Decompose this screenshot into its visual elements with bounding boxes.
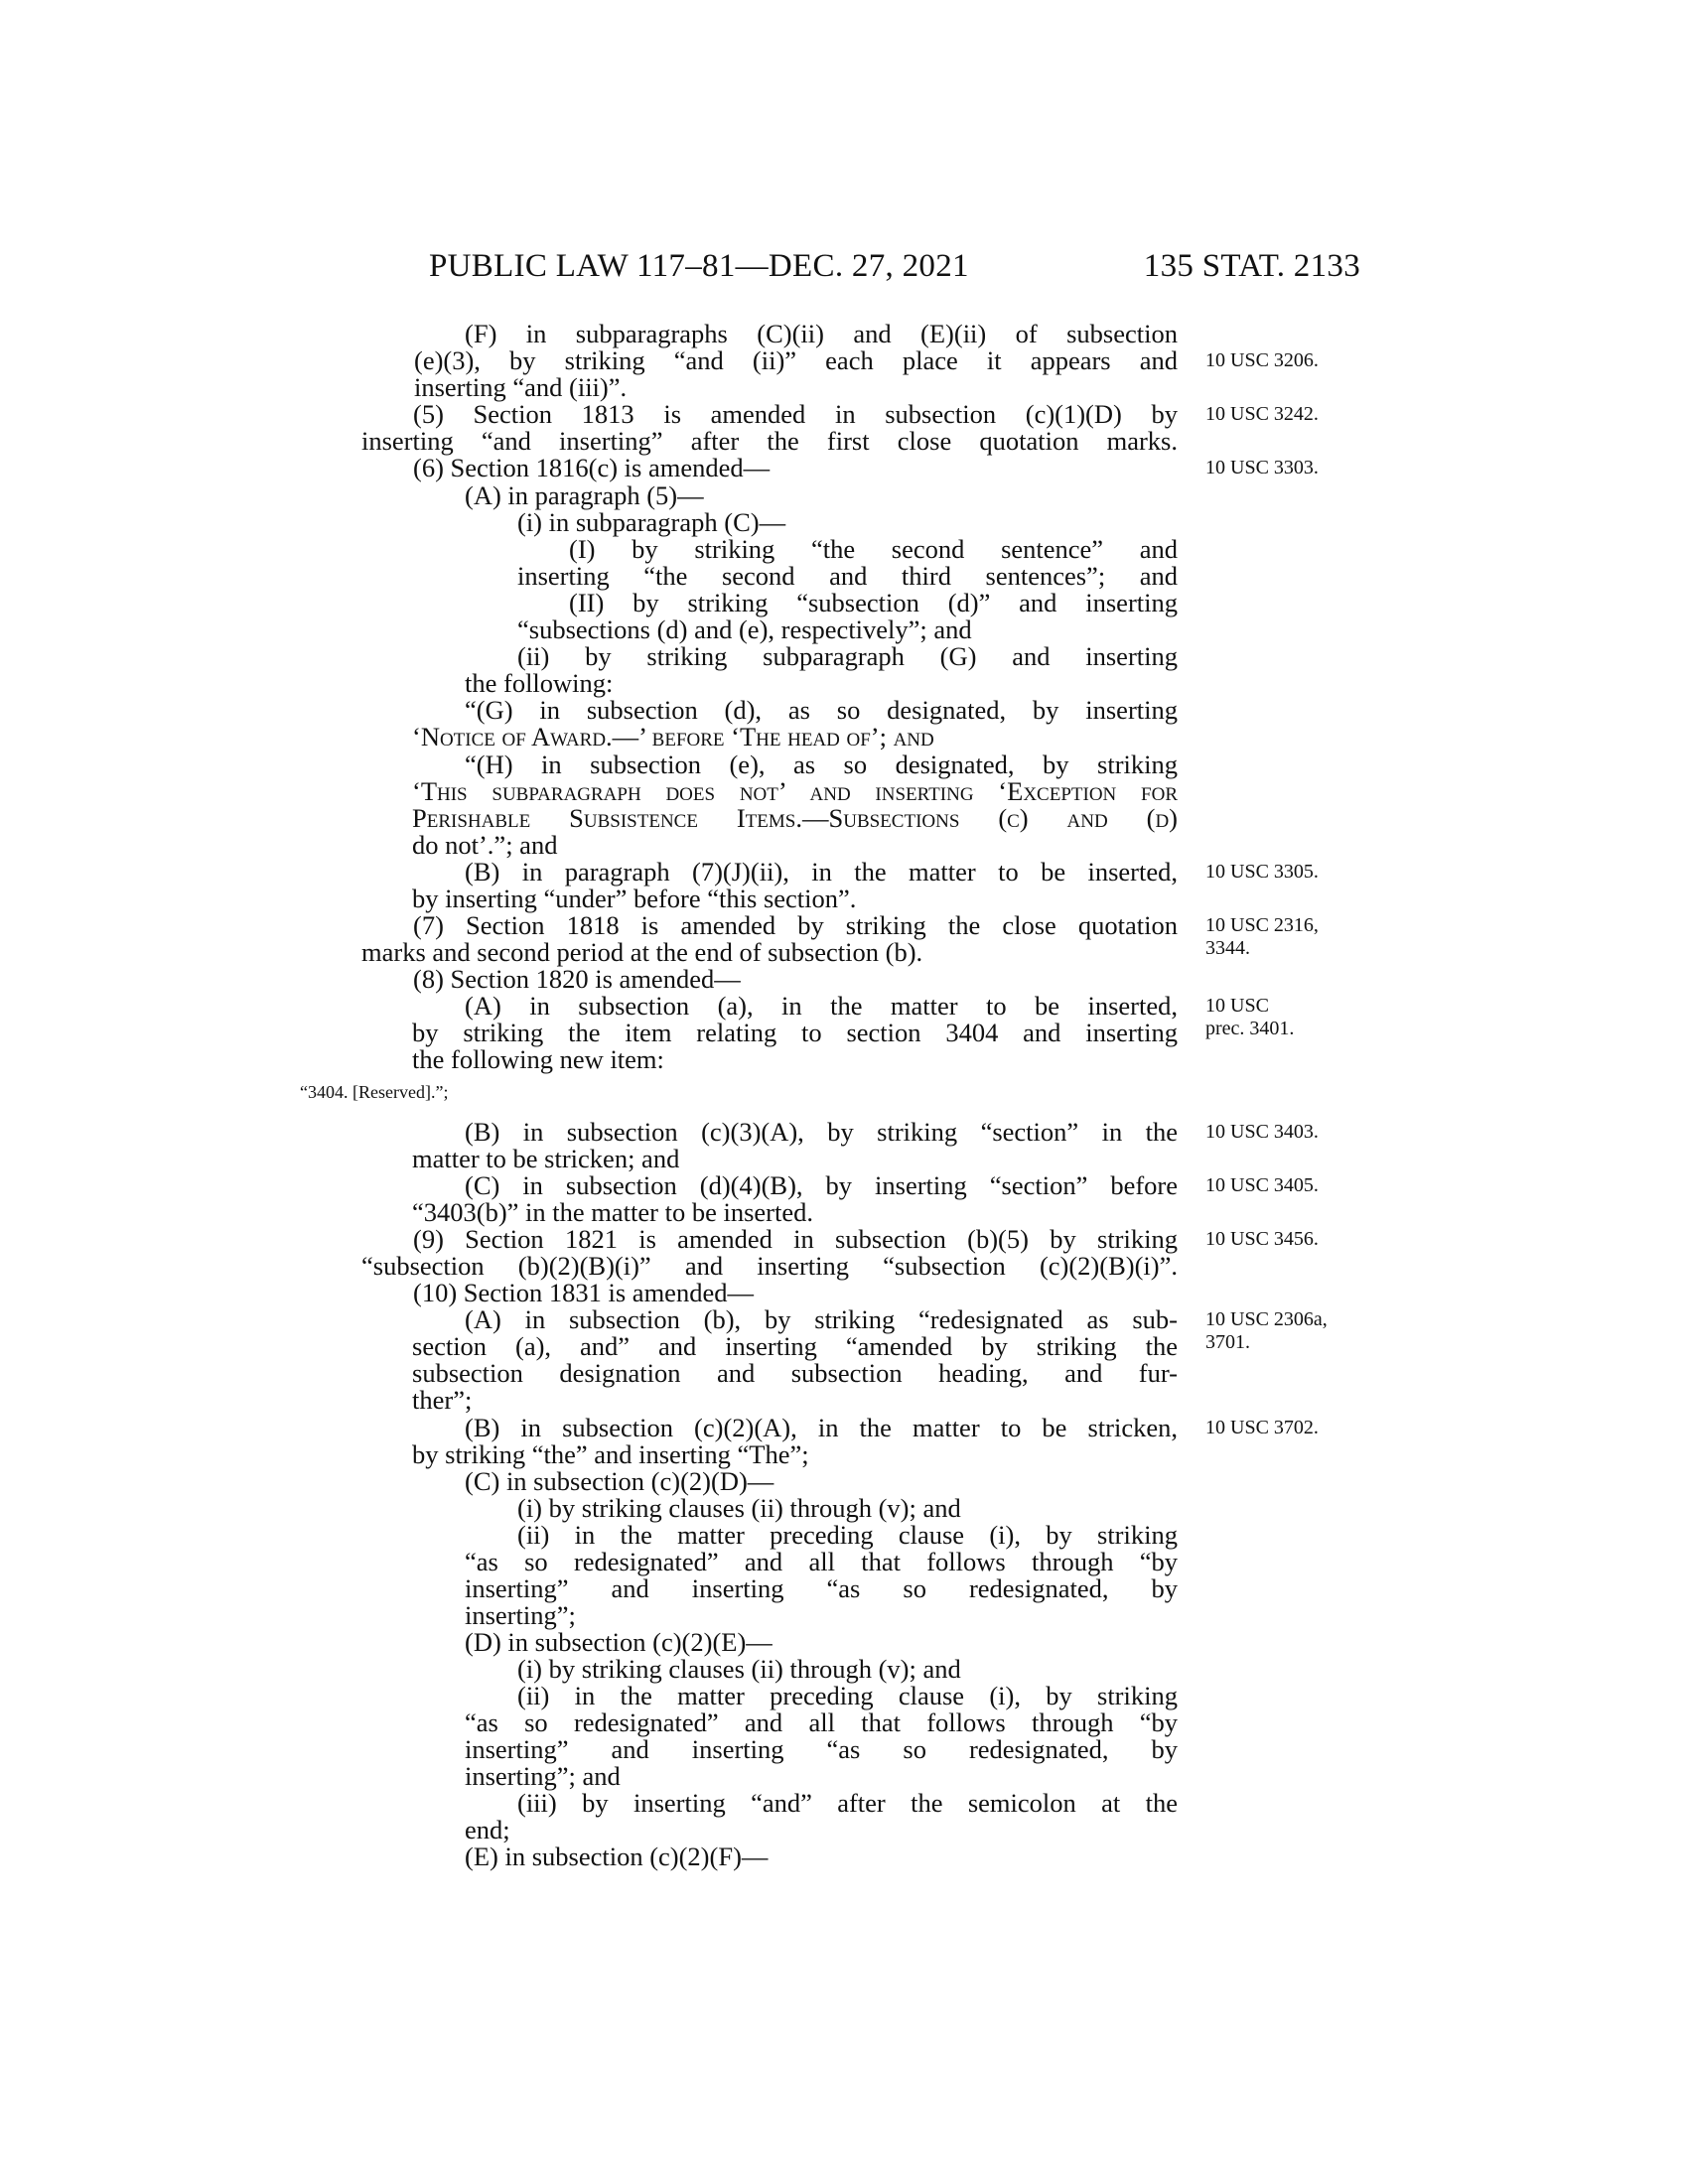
text-line: by inserting “under” before “this section”. [412,884,857,913]
text-line: do not’.”; and [412,830,558,860]
usc-citation-note: 10 USC 3303. [1205,457,1319,478]
text-line: by striking “the” and inserting “The”; [412,1439,809,1469]
text-line: “3403(b)” in the matter to be inserted. [412,1197,813,1227]
text-line: marks and second period at the end of subsection (b). [361,937,923,967]
text-line: (C) in subsection (c)(2)(D)— [465,1466,774,1496]
text-line: “as so redesignated” and all that follows through “by [465,1707,1178,1737]
text-line: (I) by striking “the second sentence” and [569,534,1178,564]
usc-citation-note: prec. 3401. [1205,1018,1295,1039]
usc-citation-note: 10 USC 3702. [1205,1417,1319,1438]
text-line: (II) by striking “subsection (d)” and inserting [569,588,1178,617]
text-line: (iii) by inserting “and” after the semicolon at the [517,1788,1178,1818]
text-line: (6) Section 1816(c) is amended— [413,453,771,482]
text-line: “as so redesignated” and all that follows through “by [465,1547,1178,1576]
usc-citation-note: 10 USC [1205,995,1269,1017]
text-line: (i) in subparagraph (C)— [517,507,786,537]
text-line: the following new item: [412,1044,664,1074]
text-line: (ii) in the matter preceding clause (i), by striking [517,1520,1178,1550]
inserted-item: “3404. [Reserved].”; [300,1082,449,1102]
text-line: (5) Section 1813 is amended in subsection (c)(1)(D) by [413,399,1178,429]
usc-citation-note: 10 USC 3305. [1205,861,1319,883]
text-line: inserting “and (iii)”. [414,372,628,402]
text-line: ‘Notice of Award.—’ before ‘The head of’; and [412,722,934,751]
text-line: (A) in paragraph (5)— [465,480,704,510]
text-line: “(G) in subsection (d), as so designated, by inserting [465,695,1178,725]
text-line: “(H) in subsection (e), as so designated, by striking [465,750,1178,779]
text-line: inserting” and inserting “as so redesignated, by [465,1573,1178,1603]
text-line: (E) in subsection (c)(2)(F)— [465,1842,769,1871]
text-line: inserting “and inserting” after the first close quotation marks. [361,426,1178,456]
text-line: end; [465,1815,510,1844]
usc-citation-note: 10 USC 3405. [1205,1174,1319,1196]
running-header-title: PUBLIC LAW 117–81—DEC. 27, 2021 [429,248,969,284]
text-line: ther”; [412,1385,473,1415]
text-line: subsection designation and subsection heading, and fur- [412,1358,1178,1388]
text-line: (8) Section 1820 is amended— [413,964,741,994]
text-line: ‘This subparagraph does not’ and inserting ‘Exception for [412,776,1178,806]
text-line: (7) Section 1818 is amended by striking the close quotation [413,910,1178,940]
text-line: (A) in subsection (b), by striking “redesignated as sub- [465,1304,1178,1334]
text-line: (B) in subsection (c)(3)(A), by striking “section” in the [465,1117,1178,1147]
text-line: Perishable Subsistence Items.—Subsections (c) and (d) [412,803,1178,833]
usc-citation-note: 10 USC 3456. [1205,1228,1319,1250]
text-line: by striking the item relating to section 3404 and inserting [412,1018,1178,1047]
page-citation: 135 STAT. 2133 [1143,248,1360,284]
text-line: inserting “the second and third sentences”; and [517,561,1178,591]
text-line: (i) by striking clauses (ii) through (v); and [517,1654,961,1684]
text-line: (e)(3), by striking “and (ii)” each place it appears and [414,345,1178,375]
text-line: (F) in subparagraphs (C)(ii) and (E)(ii) of subsection [465,319,1178,348]
usc-citation-note: 10 USC 3206. [1205,349,1319,371]
text-line: “subsection (b)(2)(B)(i)” and inserting “subsection (c)(2)(B)(i)”. [361,1251,1178,1281]
text-line: (B) in paragraph (7)(J)(ii), in the matter to be inserted, [465,857,1178,887]
usc-citation-note: 10 USC 3242. [1205,403,1319,425]
usc-citation-note: 10 USC 2306a, [1205,1308,1328,1330]
text-line: (ii) by striking subparagraph (G) and inserting [517,641,1178,671]
text-line: the following: [465,668,614,698]
text-line: “subsections (d) and (e), respectively”; and [517,614,972,644]
text-line: (A) in subsection (a), in the matter to be inserted, [465,991,1178,1021]
text-line: (ii) in the matter preceding clause (i), by striking [517,1681,1178,1710]
text-line: (B) in subsection (c)(2)(A), in the matter to be stricken, [465,1413,1178,1442]
usc-citation-note: 10 USC 2316, [1205,914,1319,936]
text-line: matter to be stricken; and [412,1144,680,1173]
text-line: (i) by striking clauses (ii) through (v); and [517,1493,961,1523]
text-line: (10) Section 1831 is amended— [413,1278,754,1307]
usc-citation-note: 10 USC 3403. [1205,1121,1319,1143]
text-line: inserting” and inserting “as so redesignated, by [465,1734,1178,1764]
text-line: (C) in subsection (d)(4)(B), by inserting “section” before [465,1170,1178,1200]
text-line: inserting”; [465,1600,576,1630]
text-line: (9) Section 1821 is amended in subsection (b)(5) by striking [413,1224,1178,1254]
text-line: inserting”; and [465,1761,621,1791]
text-line: section (a), and” and inserting “amended by striking the [412,1331,1178,1361]
text-line: (D) in subsection (c)(2)(E)— [465,1627,773,1657]
usc-citation-note: 3344. [1205,937,1250,959]
usc-citation-note: 3701. [1205,1331,1250,1353]
